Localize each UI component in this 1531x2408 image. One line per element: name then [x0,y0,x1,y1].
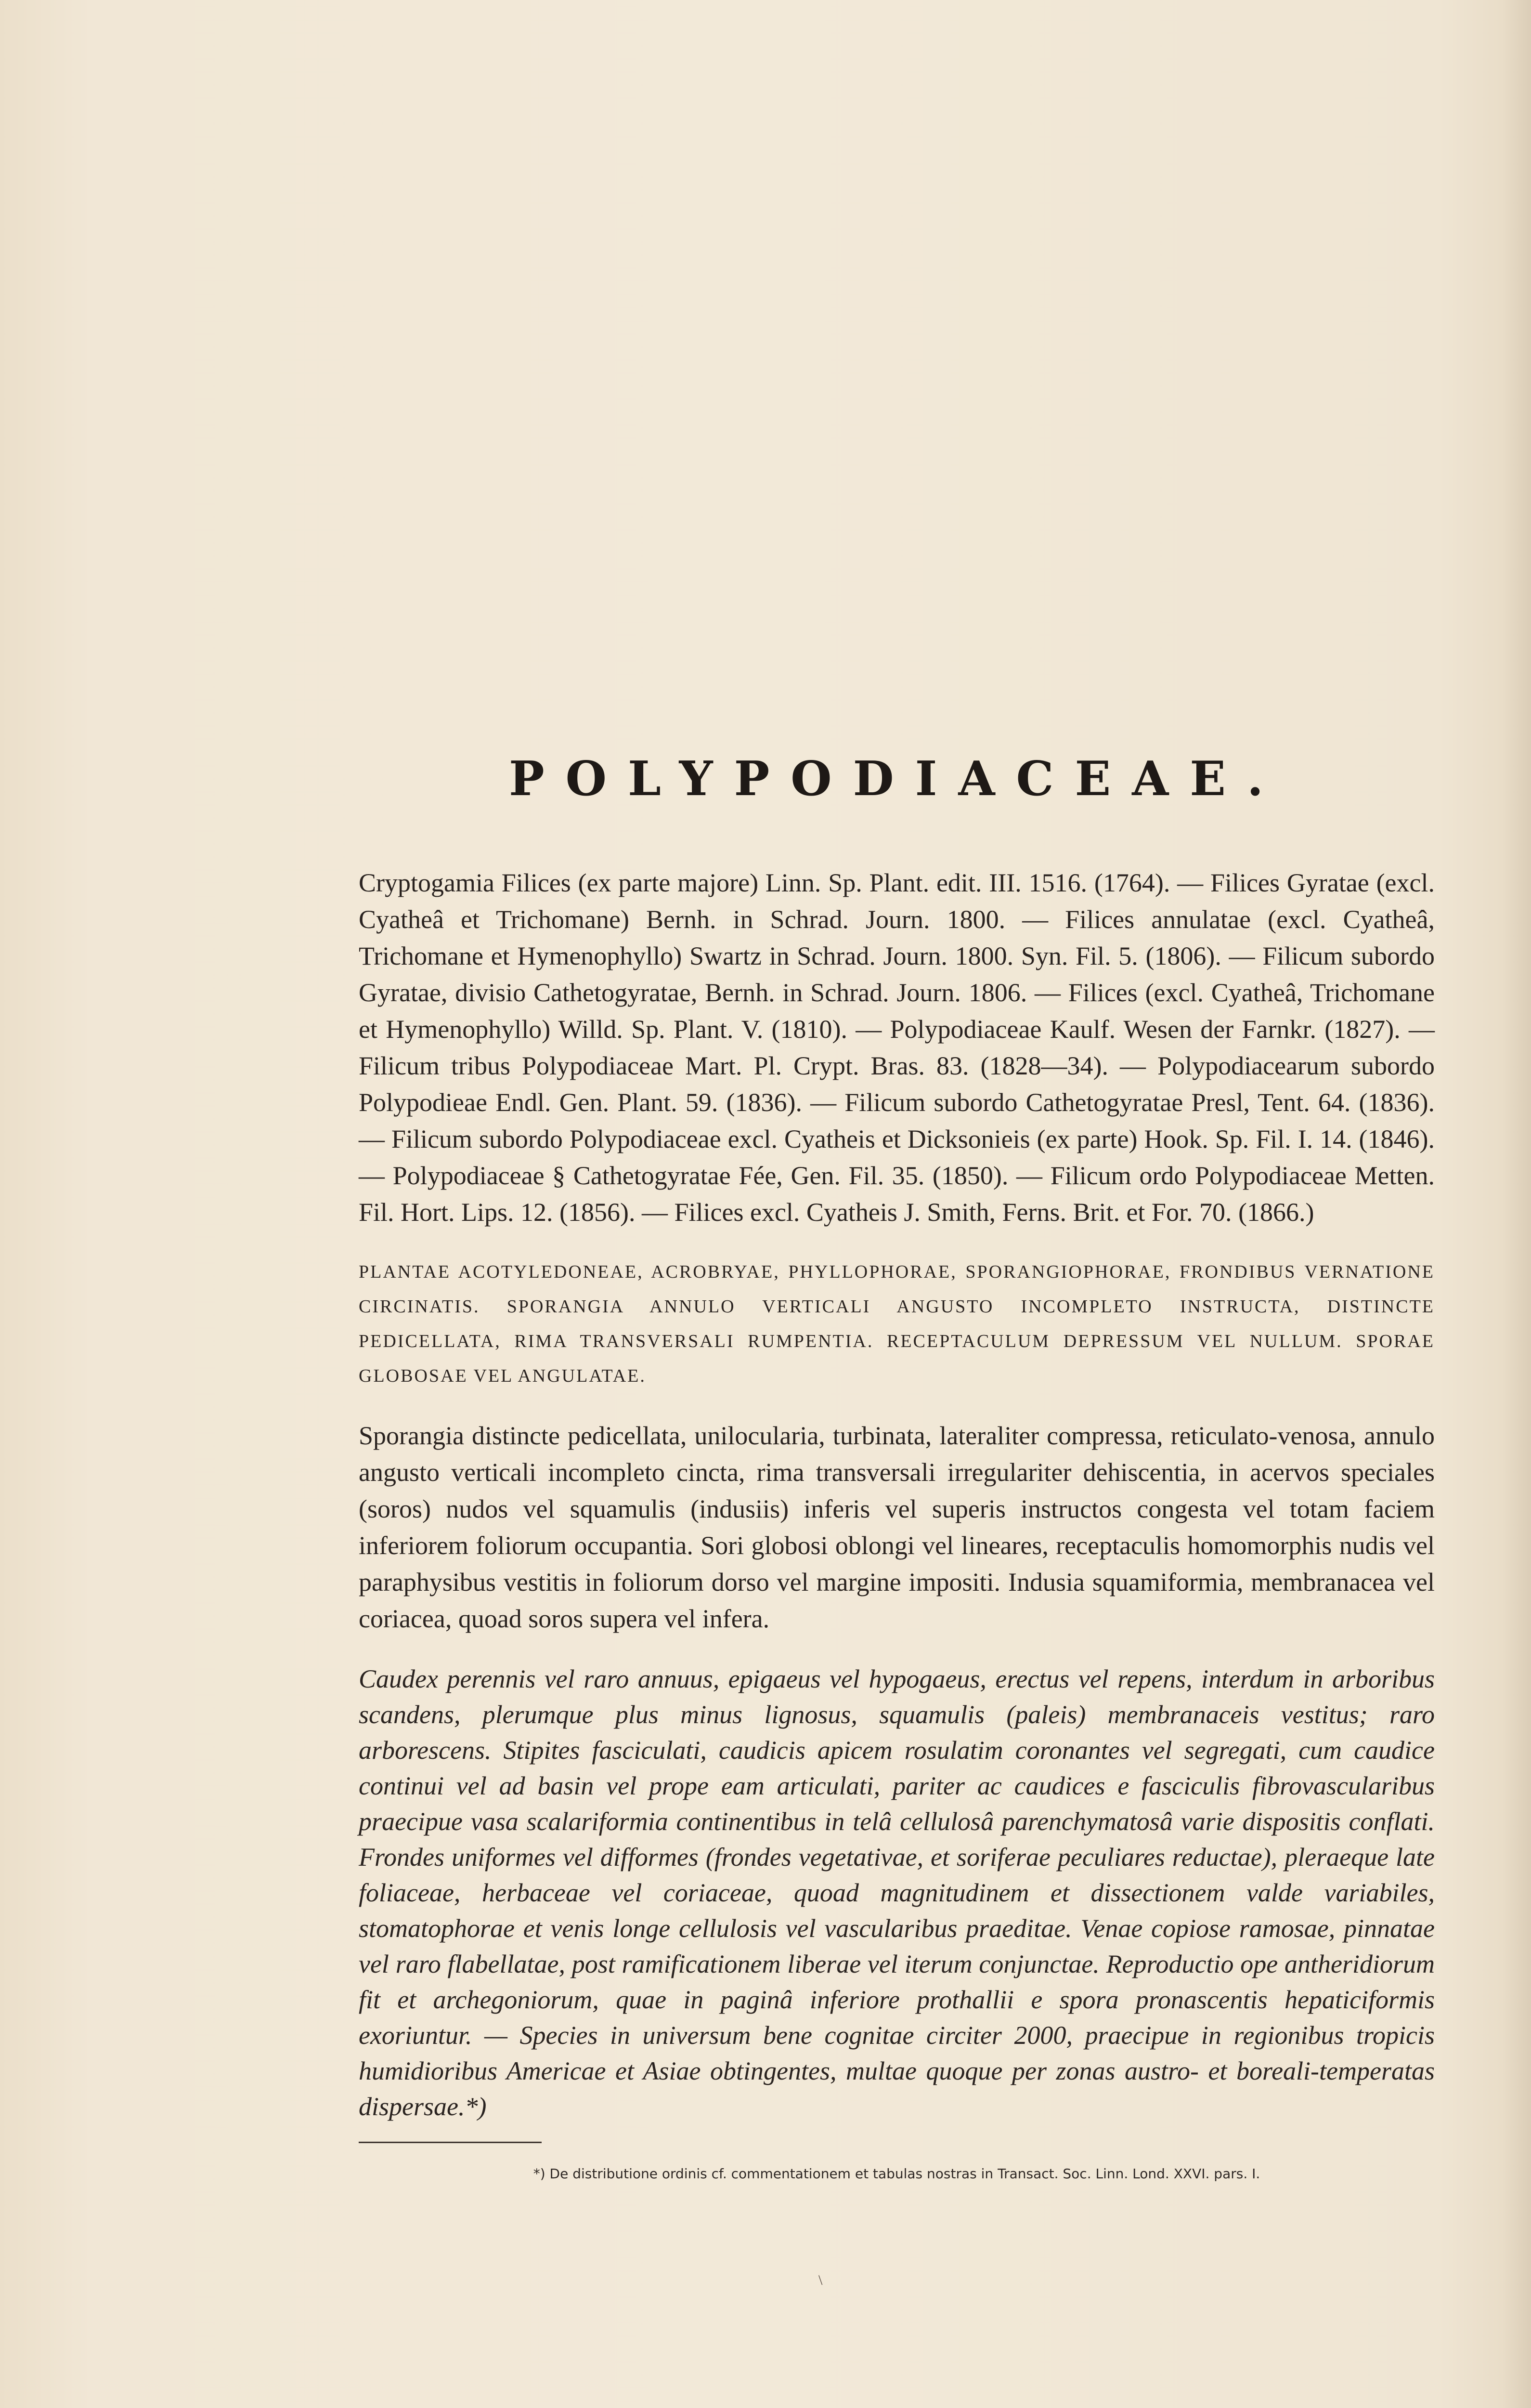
footnote: *) De distributione ordinis cf. commentationem et tabulas nostras in Transact. Soc. Linn. Lond. XXVI. pars. I. [533,2166,1260,2182]
caudex-description: Caudex perennis vel raro annuus, epigaeus vel hypogaeus, erectus vel repens, interdum in arboribus scandens, plerumque plus minus lignosus, squamulis (paleis) membranaceis vestitus; raro arborescens. Stipites fasciculati, caudicis apicem rosulatim coronantes vel segregati, cum caudice continui vel ad basin vel prope eam articulati, pariter ac caudices e fasciculis fibrovascularibus praecipue vasa scalariformia continentibus in telâ cellulosâ parenchymatosâ varie dispositis conflati. Frondes uniformes vel difformes (frondes vegetativae, et soriferae peculiares reductae), pleraeque late foliaceae, herbaceae vel coriaceae, quoad magnitudinem et dissectionem valde variabiles, stomatophorae et venis longe cellulosis vel vascularibus praeditae. Venae copiose ramosae, pinnatae vel raro flabellatae, post ramificationem liberae vel iterum conjunctae. Reproductio ope antheridiorum fit et archegoniorum, quae in paginâ inferiore prothallii e spora pronascentis hepaticiformis exoriuntur. — Species in universum bene cognitae circiter 2000, praecipue in regionibus tropicis humidioribus Americae et Asiae obtingentes, multae quoque per zonas austro- et boreali-temperatas dispersae.*) [359,1664,1435,2121]
footnote-rule [359,2142,542,2143]
page-title: POLYPODIACEAE. [508,751,1285,807]
sporangia-description: Sporangia distincte pedicellata, unilocularia, turbinata, lateraliter compressa, reticulato-venosa, annulo angusto verticali incompleto cincta, rima transversali irregulariter dehiscentia, in acervos speciales (soros) nudos vel squamulis (indusiis) inferis vel superis instructos congesta vel totam faciem inferiorem foliorum occupantia. Sori globosi oblongi vel lineares, receptaculis homomorphis nudis vel paraphysibus vestitis in foliorum dorso vel margine impositi. Indusia squamiformia, membranacea vel coriacea, quoad soros supera vel infera. [359,1421,1435,1633]
diagnosis-paragraph: PLANTAE ACOTYLEDONEAE, ACROBRYAE, PHYLLOPHORAE, SPORANGIOPHORAE, FRONDIBUS VERNATIONE CIRCINATIS. SPORANGIA ANNULO VERTICALI ANGUSTO INCOMPLETO INSTRUCTA, DISTINCTE PEDICELLATA, RIMA TRANSVERSALI RUMPENTIA. RECEPTACULUM DEPRESSUM VEL NULLUM. SPORAE GLOBOSAE VEL ANGULATAE. [359,1262,1435,1386]
page-edge-shadow [1502,0,1531,2408]
text-column [359,751,1435,2184]
synonymy-paragraph: Cryptogamia Filices (ex parte majore) Linn. Sp. Plant. edit. III. 1516. (1764). — Filices Gyratae (excl. Cyatheâ et Trichomane) Bernh. in Schrad. Journ. 1800. — Filices annulatae (excl. Cyatheâ, Trichomane et Hymenophyllo) Swartz in Schrad. Journ. 1800. Syn. Fil. 5. (1806). — Filicum subordo Gyratae, divisio Cathetogyratae, Bernh. in Schrad. Journ. 1806. — Filices (excl. Cyatheâ, Trichomane et Hymenophyllo) Willd. Sp. Plant. V. (1810). — Polypodiaceae Kaulf. Wesen der Farnkr. (1827). — Filicum tribus Polypodiaceae Mart. Pl. Crypt. Bras. 83. (1828—34). — Polypodiacearum subordo Polypodieae Endl. Gen. Plant. 59. (1836). — Filicum subordo Cathetogyratae Presl, Tent. 64. (1836). — Filicum subordo Polypodiaceae excl. Cyatheis et Dicksonieis (ex parte) Hook. Sp. Fil. I. 14. (1846). — Polypodiaceae § Cathetogyratae Fée, Gen. Fil. 35. (1850). — Filicum ordo Polypodiaceae Metten. Fil. Hort. Lips. 12. (1856). — Filices excl. Cyatheis J. Smith, Ferns. Brit. et For. 70. (1866.) [359,868,1435,1227]
page-mark: \ [818,2272,823,2288]
